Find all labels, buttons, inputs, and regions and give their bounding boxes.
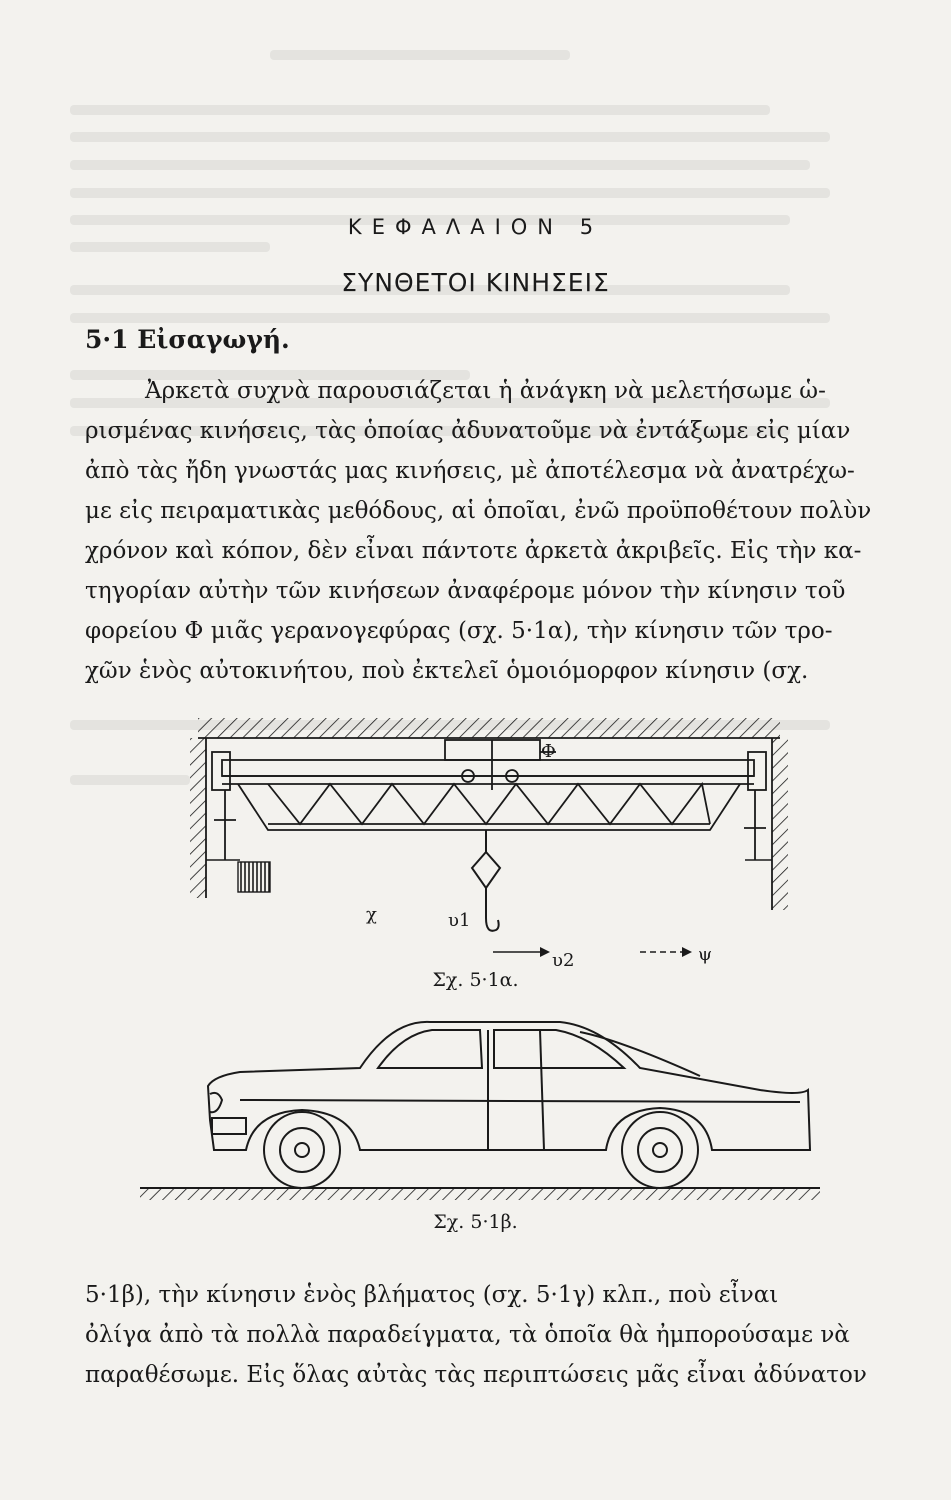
text-line: Ἀρκετὰ συχνὰ παρουσιάζεται ἡ ἀνάγκη νὰ μελετήσωμε ὡ-	[145, 378, 826, 404]
text-line: χρόνον καὶ κόπον, δὲν εἶναι πάντοτε ἀρκετὰ ἀκριβεῖς. Εἰς τὴν κα-	[85, 538, 862, 564]
chapter-title: ΣΥΝΘΕΤΟΙ ΚΙΝΗΣΕΙΣ	[341, 268, 610, 297]
crane-trolley	[445, 740, 556, 790]
figure-car	[208, 1022, 810, 1150]
figure-a-caption: Σχ. 5·1α.	[432, 969, 519, 991]
text-line: παραθέσωμε. Εἰς ὅλας αὐτὰς τὰς περιπτώσεις μᾶς εἶναι ἀδύνατον	[85, 1362, 867, 1388]
text-line: ἀπὸ τὰς ἤδη γνωστάς μας κινήσεις, μὲ ἀποτέλεσμα νὰ ἀνατρέχω-	[85, 458, 855, 484]
car-rear-wheel	[622, 1112, 698, 1188]
trolley-label: Φ	[541, 741, 556, 762]
section-heading: 5·1 Εἰσαγωγή.	[85, 325, 290, 354]
text-line: ὀλίγα ἀπὸ τὰ πολλὰ παραδείγματα, τὰ ὁποῖα θὰ ἠμπορούσαμε νὰ	[85, 1322, 850, 1348]
figure-b-caption: Σχ. 5·1β.	[433, 1211, 518, 1233]
arrow-u2	[493, 947, 550, 957]
text-line: χῶν ἑνὸς αὐτοκινήτου, ποὺ ἐκτελεῖ ὁμοιόμορφον κίνησιν (σχ.	[85, 658, 809, 684]
crane-left-wall	[190, 738, 240, 898]
chapter-label: ΚΕΦΑΛΑΙΟΝ 5	[347, 215, 604, 239]
crane-left-counterweight	[238, 862, 270, 892]
label-x: χ	[366, 904, 377, 925]
road-ground-hatching	[140, 1188, 820, 1200]
label-u2: υ2	[552, 950, 575, 971]
text-line: 5·1β), τὴν κίνησιν ἑνὸς βλήματος (σχ. 5·1γ) κλπ., ποὺ εἶναι	[85, 1282, 779, 1308]
arrow-psi	[640, 947, 692, 957]
text-line: ρισμένας κινήσεις, τὰς ὁποίας ἀδυνατοῦμε νὰ ἐντάξωμε εἰς μίαν	[85, 418, 851, 444]
car-front-wheel	[264, 1112, 340, 1188]
crane-ceiling-hatching	[198, 718, 780, 738]
text-line: με εἰς πειραματικὰς μεθόδους, αἱ ὁποῖαι, ἐνῶ προϋποθέτουν πολὺν	[85, 498, 872, 524]
crane-bridge-girder	[212, 752, 766, 860]
label-u1: υ1	[448, 910, 471, 931]
label-psi: ψ	[698, 944, 713, 965]
text-line: φορείου Φ μιᾶς γερανογεφύρας (σχ. 5·1α), τὴν κίνησιν τῶν τρο-	[85, 618, 833, 644]
crane-hook	[472, 830, 500, 931]
text-line: τηγορίαν αὐτὴν τῶν κινήσεων ἀναφέρομε μόνον τὴν κίνησιν τοῦ	[85, 578, 846, 604]
